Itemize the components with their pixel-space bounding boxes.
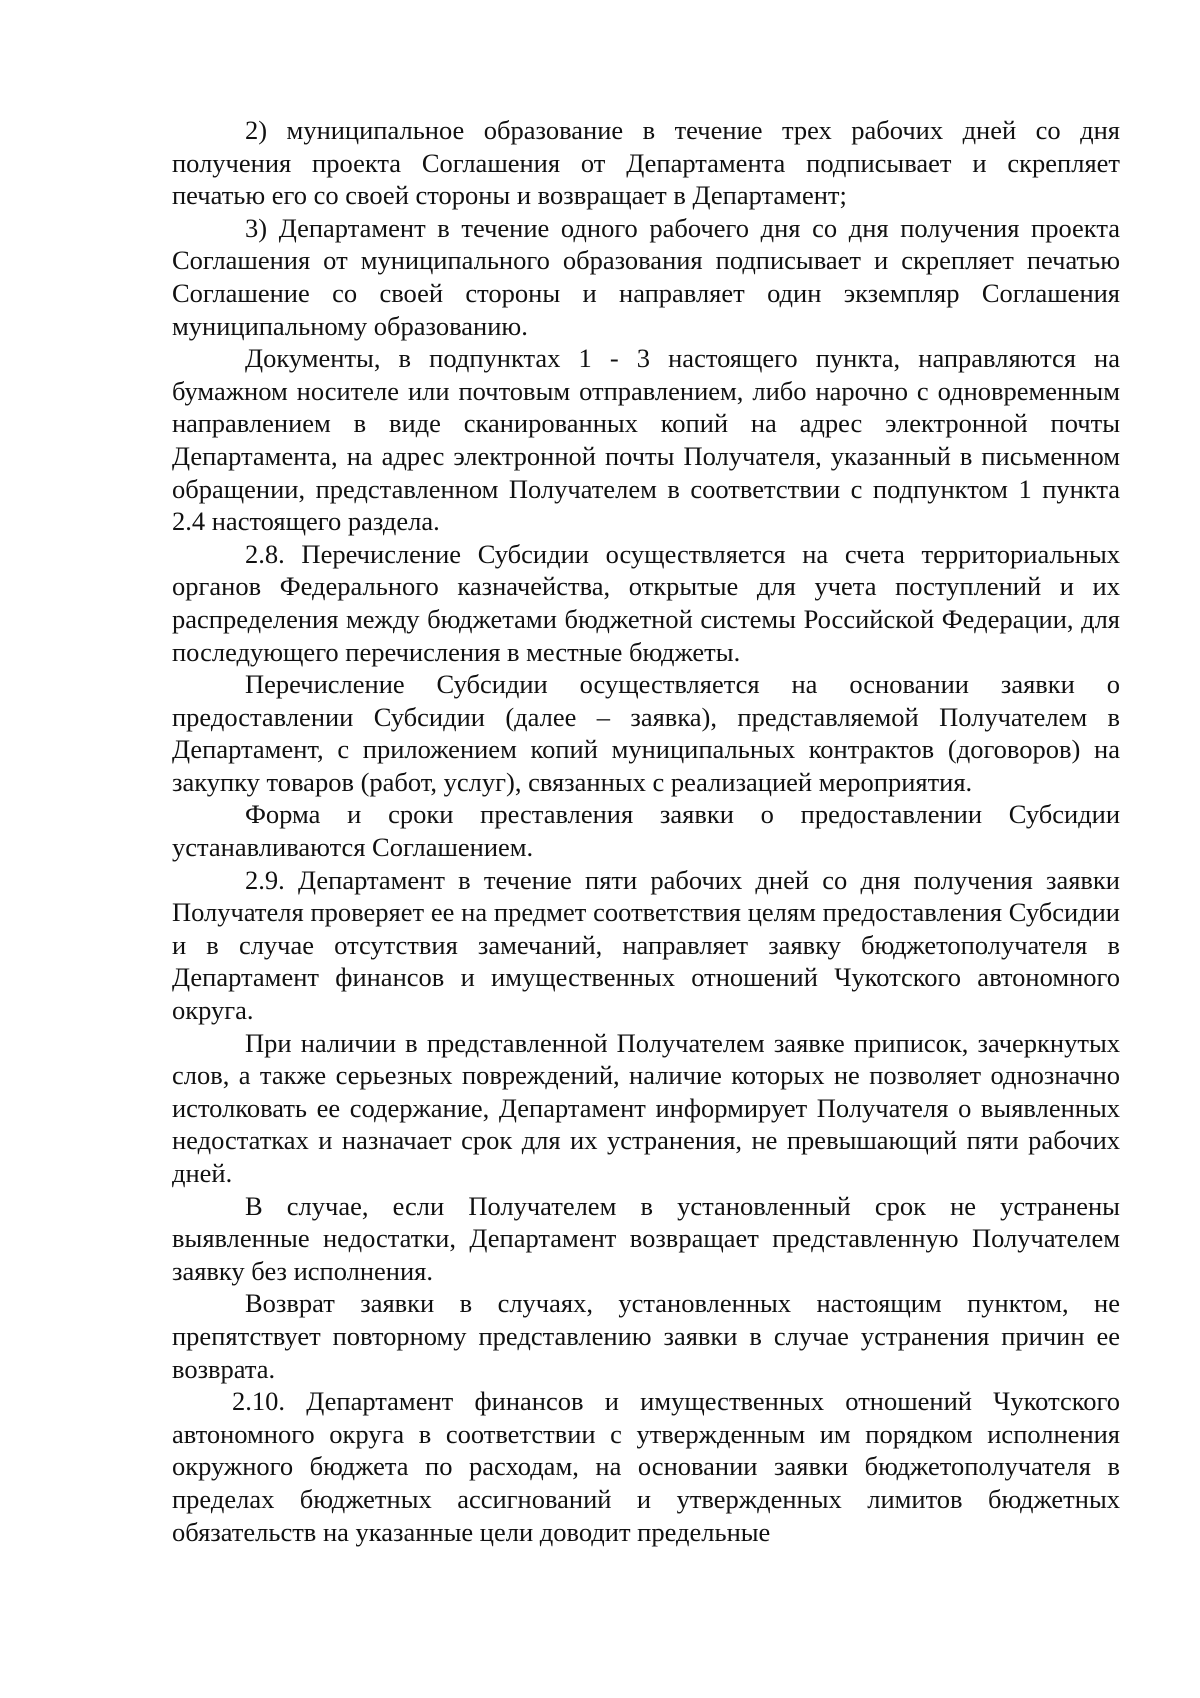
- document-page: [172, 114, 1120, 1548]
- paragraph-2-9: 2.9. Департамент в течение пяти рабочих дней со дня получения заявки Получателя проверяет ее на предмет соответствия целям предоставления Субсидии и в случае отсутствия замечаний, направляет заявку бюджетополучателя в Департамент финансов и имущественных отношений Чукотского автономного округа.: [172, 864, 1120, 1026]
- paragraph-item-3: 3) Департамент в течение одного рабочего дня со дня получения проекта Соглашения от муниципального образования подписывает и скрепляет печатью Соглашение со своей стороны и направляет один экземпляр Соглашения муниципальному образованию.: [172, 212, 1120, 341]
- paragraph-2-8: 2.8. Перечисление Субсидии осуществляется на счета территориальных органов Федерального казначейства, открытые для учета поступлений и их распределения между бюджетами бюджетной системы Российской Федерации, для последующего перечисления в местные бюджеты.: [172, 538, 1120, 667]
- paragraph-transfer-basis: Перечисление Субсидии осуществляется на основании заявки о предоставлении Субсидии (далее – заявка), представляемой Получателем в Департамент, с приложением копий муниципальных контрактов (договоров) на закупку товаров (работ, услуг), связанных с реализацией мероприятия.: [172, 669, 1120, 797]
- paragraph-2-10: 2.10. Департамент финансов и имущественных отношений Чукотского автономного округа в соответствии с утвержденным им порядком исполнения окружного бюджета по расходам, на основании заявки бюджетополучателя в пределах бюджетных ассигнований и утвержденных лимитов бюджетных обязательств на указанные цели доводит предельные: [172, 1386, 1120, 1547]
- paragraph-application-form: Форма и сроки преставления заявки о предоставлении Субсидии устанавливаются Соглашением.: [172, 799, 1120, 863]
- paragraph-item-2: 2) муниципальное образование в течение трех рабочих дней со дня получения проекта Соглашения от Департамента подписывает и скрепляет печатью его со своей стороны и возвращает в Департамент;: [172, 115, 1120, 211]
- paragraph-documents: Документы, в подпунктах 1 - 3 настоящего пункта, направляются на бумажном носителе или почтовым отправлением, либо нарочно с одновременным направлением в виде сканированных копий на адрес электронной почты Департамента, на адрес электронной почты Получателя, указанный в письменном обращении, представленном Получателем в соответствии с подпунктом 1 пункта 2.4 настоящего раздела.: [172, 343, 1120, 537]
- paragraph-return: В случае, если Получателем в установленный срок не устранены выявленные недостатки, Департамент возвращает представленную Получателем заявку без исполнения.: [172, 1190, 1120, 1286]
- paragraph-defects: При наличии в представленной Получателем заявке приписок, зачеркнутых слов, а также серьезных повреждений, наличие которых не позволяет однозначно истолковать ее содержание, Департамент информирует Получателя о выявленных недостатках и назначает срок для их устранения, не превышающий пяти рабочих дней.: [172, 1027, 1120, 1188]
- paragraph-return-no-obstacle: Возврат заявки в случаях, установленных настоящим пунктом, не препятствует повторному представлению заявки в случае устранения причин ее возврата.: [172, 1288, 1120, 1384]
